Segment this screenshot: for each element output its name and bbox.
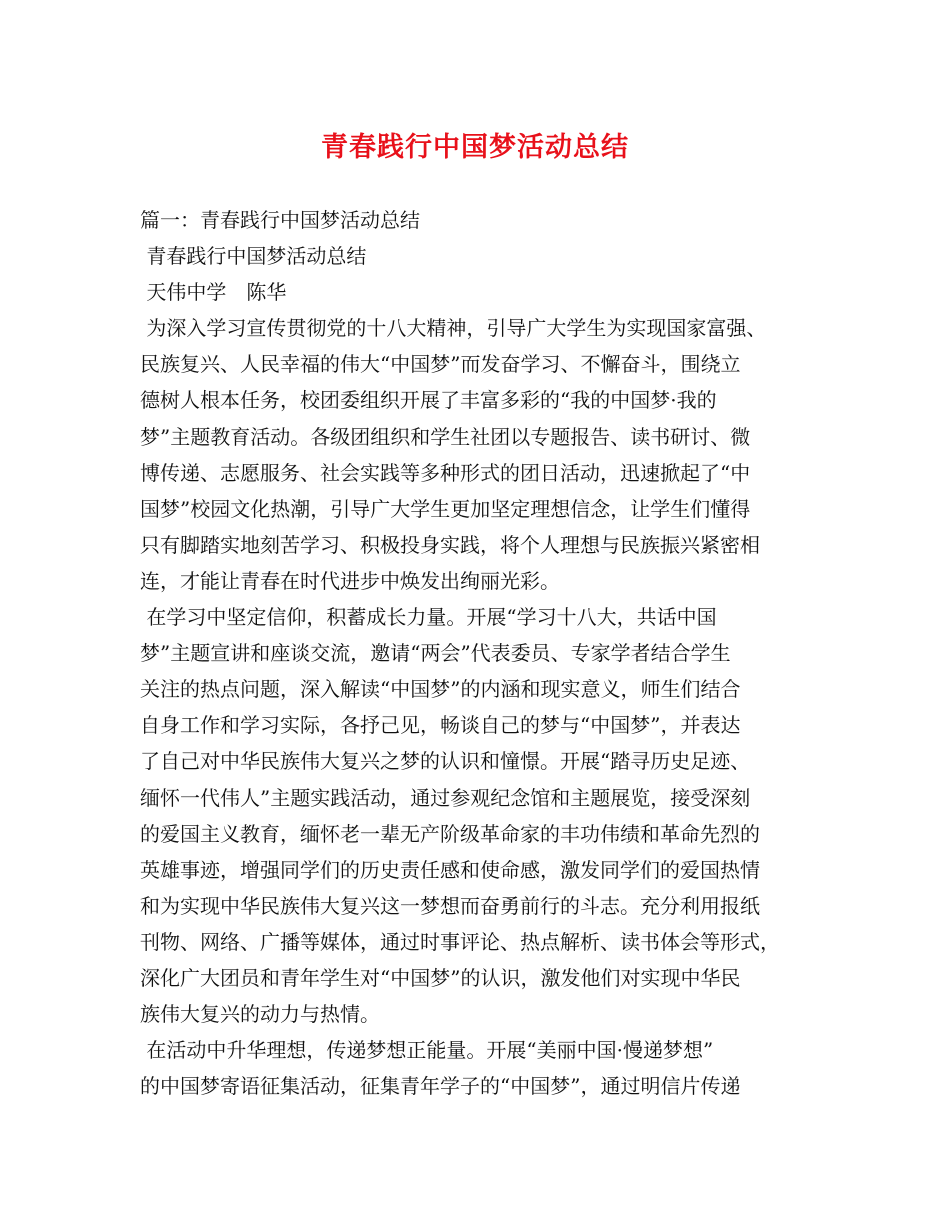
body-line: 为深入学习宣传贯彻党的十八大精神，引导广大学生为实现国家富强、 [140,316,767,341]
body-line: 的中国梦寄语征集活动，征集青年学子的“中国梦”，通过明信片传递 [140,1074,741,1099]
document-title: 青春践行中国梦活动总结 [321,132,629,163]
body-line: 博传递、志愿服务、社会实践等多种形式的团日活动，迅速掀起了“中 [140,460,751,485]
body-line: 国梦”校园文化热潮，引导广大学生更加坚定理想信念，让学生们懂得 [140,496,751,521]
body-line: 民族复兴、人民幸福的伟大“中国梦”而发奋学习、不懈奋斗，围绕立 [140,352,741,377]
document-body [140,202,816,1104]
body-line: 在活动中升华理想，传递梦想正能量。开展“美丽中国·慢递梦想” [140,1038,714,1063]
body-line: 深化广大团员和青年学生对“中国梦”的认识，激发他们对实现中华民 [140,965,741,990]
body-line: 梦”主题教育活动。各级团组织和学生社团以专题报告、读书研讨、微 [140,424,751,449]
body-line: 梦”主题宣讲和座谈交流，邀请“两会”代表委员、专家学者结合学生 [140,641,731,666]
body-line: 族伟大复兴的动力与热情。 [140,1002,380,1027]
body-line: 篇一：青春践行中国梦活动总结 [140,208,420,232]
body-line: 自身工作和学习实际，各抒己见，畅谈自己的梦与“中国梦”，并表达 [140,713,741,738]
body-line: 刊物、网络、广播等媒体，通过时事评论、热点解析、读书体会等形式， [140,929,780,954]
body-line: 缅怀一代伟人”主题实践活动，通过参观纪念馆和主题展览，接受深刻 [140,785,751,810]
body-line: 在学习中坚定信仰，积蓄成长力量。开展“学习十八大，共话中国 [140,605,717,630]
body-line: 只有脚踏实地刻苦学习、积极投身实践，将个人理想与民族振兴紧密相 [140,532,760,557]
body-line: 英雄事迹，增强同学们的历史责任感和使命感，激发同学们的爱国热情 [140,857,760,882]
body-line: 德树人根本任务，校团委组织开展了丰富多彩的“我的中国梦·我的 [140,388,717,413]
body-line: 连，才能让青春在时代进步中焕发出绚丽光彩。 [140,568,560,593]
body-line: 和为实现中华民族伟大复兴这一梦想而奋勇前行的斗志。充分利用报纸 [140,893,760,918]
body-line: 了自己对中华民族伟大复兴之梦的认识和憧憬。开展“踏寻历史足迹、 [140,749,751,774]
body-line: 的爱国主义教育，缅怀老一辈无产阶级革命家的丰功伟绩和革命先烈的 [140,821,760,846]
body-line: 天伟中学 陈华 [140,280,287,305]
body-line: 青春践行中国梦活动总结 [140,244,367,269]
body-line: 关注的热点问题，深入解读“中国梦”的内涵和现实意义，师生们结合 [140,677,741,702]
